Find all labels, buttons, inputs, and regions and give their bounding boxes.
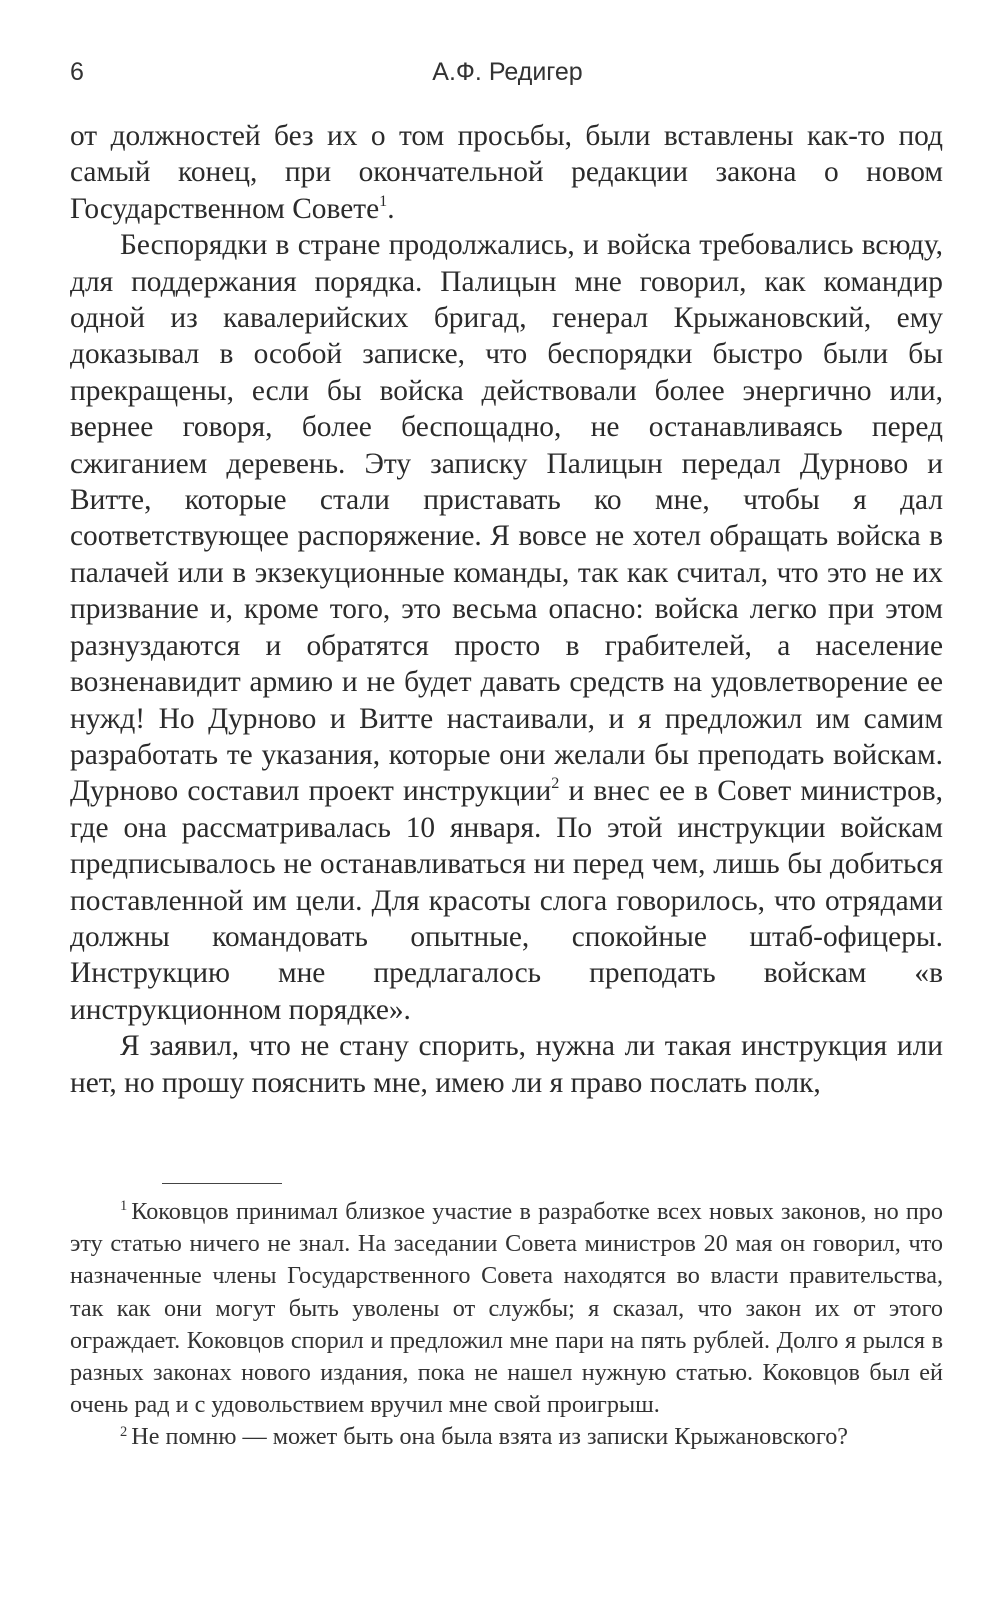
footnote-text: Не помню — может быть она была взята из записки Крыжановского? (131, 1423, 849, 1451)
footnote-separator (162, 1183, 282, 1184)
footnote-reference: 1 (379, 192, 388, 210)
paragraph-text-end: . (387, 192, 395, 225)
page-header (70, 58, 945, 98)
paragraph (70, 1028, 943, 1101)
footnote (70, 1421, 943, 1453)
paragraph-text: от должностей без их о том просьбы, были вставлены как-то под самый конец, при окончательной редакции закона о новом Государственном Совете (70, 120, 943, 225)
footnote-reference: 2 (551, 775, 560, 793)
running-head: А.Ф. Редигер (432, 58, 583, 86)
paragraph (70, 227, 943, 1028)
footnote-mark: 1 (120, 1198, 128, 1215)
footnotes (70, 1196, 943, 1454)
main-text (70, 118, 943, 1101)
paragraph-text-continued: и внес ее в Совет министров, где она рассматривалась 10 января. По этой инструкции войскам предписывалось не останавливаться ни перед чем, лишь бы добиться поставленной им цели. Для красоты слога говорилось, что отрядами должны командовать опытные, спокойные штаб-офицеры. Инструкцию мне предлагалось преподать войскам «в инструкционном порядке». (70, 775, 943, 1026)
footnote (70, 1196, 943, 1421)
paragraph-continued (70, 118, 943, 227)
footnote-mark: 2 (120, 1423, 128, 1440)
paragraph-text: Беспорядки в стране продолжались, и войска требовались всюду, для поддержания порядка. Палицын мне говорил, как командир одной из кавалерийских бригад, генерал Крыжановский, ему доказывал в особой записке, что беспорядки быстро были бы прекращены, если бы войска действовали более энергично или, вернее говоря, более беспощадно, не останавливаясь перед сжиганием деревень. Эту записку Палицын передал Дурново и Витте, которые стали приставать ко мне, чтобы я дал соответствующее распоряжение. Я вовсе не хотел обращать войска в палачей или в экзекуционные команды, так как считал, что это не их призвание и, кроме того, это весьма опасно: войска легко при этом разнуздаются и обратятся просто в грабителей, а население возненавидит армию и не будет давать средств на удовлетворение ее нужд! Но Дурново и Витте настаивали, и я предложил им самим разработать те указания, которые они желали бы преподать войскам. Дурново составил проект инструкции (70, 229, 943, 808)
page-number: 6 (70, 58, 84, 86)
paragraph-text: Я заявил, что не стану спорить, нужна ли такая инструкция или нет, но прошу пояснить мне, имею ли я право послать полк, (70, 1030, 943, 1099)
footnote-text: Коковцов принимал близкое участие в разработке всех новых законов, но про эту статью ничего не знал. На заседании Совета министров 20 мая он говорил, что назначенные члены Государственного Совета находятся во власти правительства, так как они могут быть уволены от службы; я сказал, что закон их от этого ограждает. Коковцов спорил и предложил мне пари на пять рублей. Долго я рылся в разных законах нового издания, пока не нашел нужную статью. Коковцов был ей очень рад и с удовольствием вручил мне свой проигрыш. (70, 1198, 943, 1419)
